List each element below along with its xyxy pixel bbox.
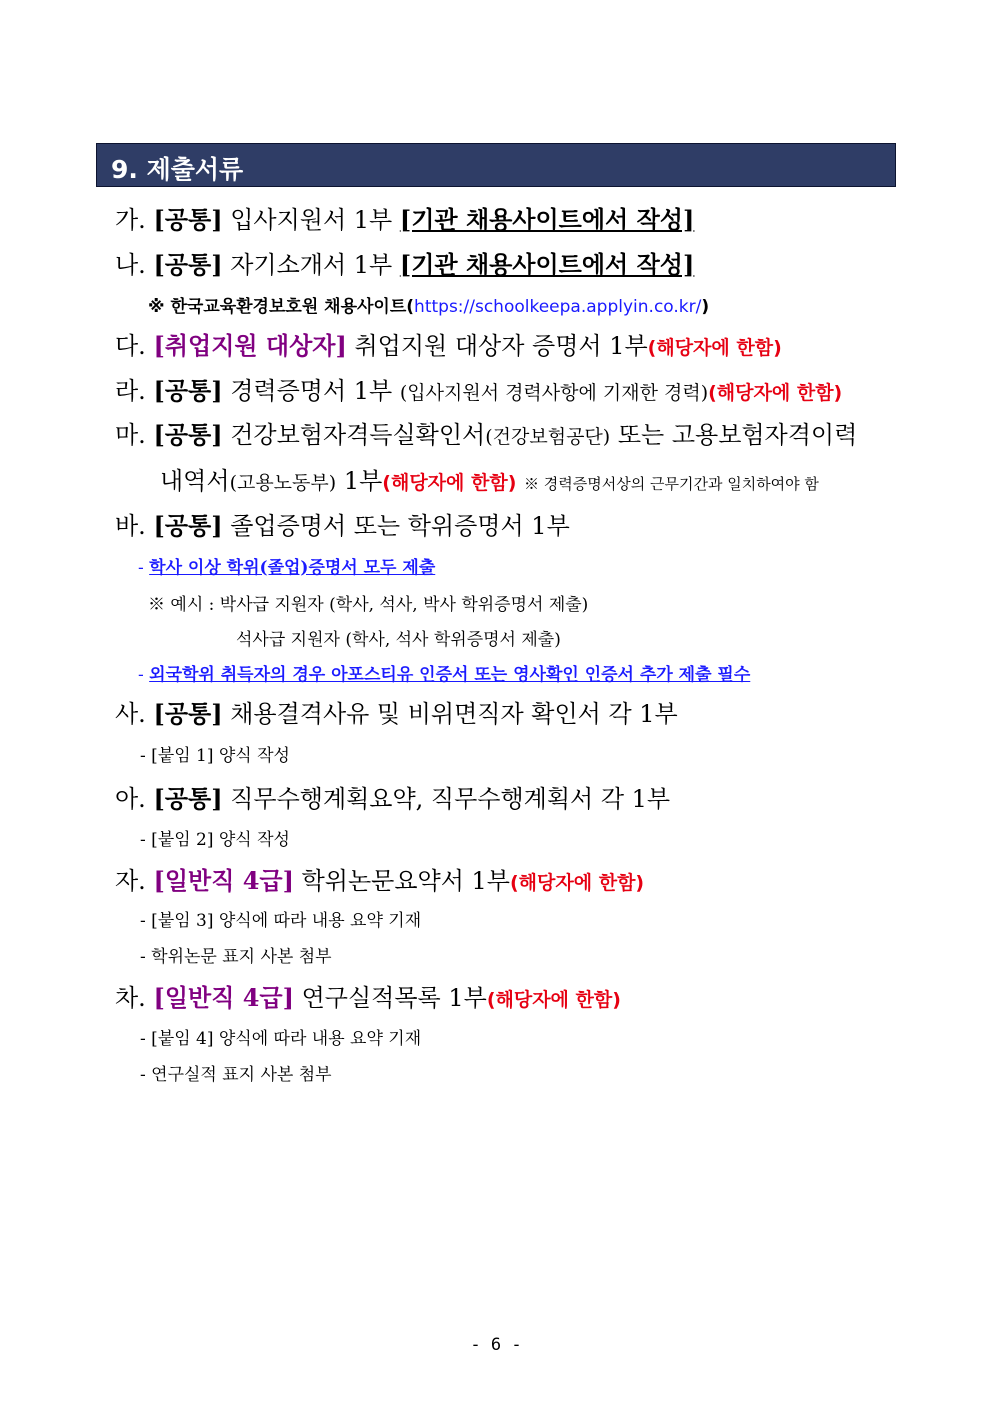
item-tag: [공통]	[153, 511, 223, 540]
sub-text: 외국학위 취득자의 경우 아포스티유 인증서 또는 영사확인 인증서 추가 제출 필수	[149, 665, 751, 685]
item-marker: 사.	[115, 700, 146, 728]
ja-sub2	[140, 942, 332, 967]
item-paren: (입사지원서 경력사항에 기재한 경력)	[399, 382, 709, 404]
item-text: 직무수행계획요약, 직무수행계획서 각 1부	[230, 785, 671, 813]
example-label: ※ 예시 :	[148, 595, 215, 615]
site-note	[148, 292, 709, 317]
item-tag: [공통]	[153, 376, 223, 405]
item-ra	[115, 371, 842, 406]
item-note: (해당자에 한함)	[647, 337, 782, 359]
item-a	[115, 779, 670, 814]
site-link[interactable]: https://schoolkeepa.applyin.co.kr/	[414, 297, 702, 317]
item-sa	[115, 694, 678, 729]
item-marker: 마.	[115, 421, 146, 449]
cha-sub1	[140, 1024, 421, 1049]
item-cha	[115, 978, 621, 1013]
a-sub	[140, 825, 290, 850]
item-marker: 자.	[115, 867, 146, 895]
sub-dash: -	[138, 665, 144, 685]
item-tag: [일반직 4급]	[153, 866, 294, 895]
item-count: 1부	[343, 467, 383, 495]
item-tag: [일반직 4급]	[153, 983, 294, 1012]
item-tag: [취업지원 대상자]	[153, 331, 347, 360]
sub-text: - [붙임 1] 양식 작성	[140, 746, 290, 766]
item-marker: 나.	[115, 251, 146, 279]
ba-example-1	[148, 590, 588, 615]
item-ma	[115, 415, 857, 450]
site-prefix: ※ 한국교육환경보호원 채용사이트(	[148, 297, 415, 317]
item-tag: [공통]	[153, 420, 223, 449]
section-header	[96, 143, 896, 187]
sa-sub	[140, 741, 290, 766]
sub-text: - 연구실적 표지 사본 첨부	[140, 1065, 332, 1085]
item-ma-cont	[160, 461, 819, 496]
item-tag: [공통]	[153, 250, 223, 279]
sub-text: - 학위논문 표지 사본 첨부	[140, 947, 332, 967]
item-tag: [공통]	[153, 784, 223, 813]
item-note: [기관 채용사이트에서 작성]	[399, 205, 695, 234]
item-na	[115, 245, 694, 280]
sub-text: - [붙임 4] 양식에 따라 내용 요약 기재	[140, 1029, 422, 1049]
sub-dash: -	[138, 558, 144, 578]
item-marker: 바.	[115, 512, 146, 540]
item-marker: 가.	[115, 206, 146, 234]
item-marker: 차.	[115, 984, 146, 1012]
item-tag: [공통]	[153, 205, 223, 234]
sub-text: 학사 이상 학위(졸업)증명서 모두 제출	[149, 558, 436, 578]
item-text: 채용결격사유 및 비위면직자 확인서 각 1부	[230, 700, 678, 728]
site-suffix: )	[701, 297, 710, 317]
item-text: 내역서	[160, 467, 230, 495]
cha-sub2	[140, 1060, 332, 1085]
item-text: 입사지원서 1부	[230, 206, 393, 234]
item-text: 자기소개서 1부	[230, 251, 393, 279]
example-text: 박사급 지원자 (학사, 석사, 박사 학위증명서 제출)	[219, 595, 589, 615]
item-marker: 아.	[115, 785, 146, 813]
section-title: 9. 제출서류	[111, 155, 244, 184]
item-text: 건강보험자격득실확인서	[230, 421, 486, 449]
ba-example-2	[236, 625, 561, 650]
item-note: (해당자에 한함)	[382, 472, 517, 494]
item-tag: [공통]	[153, 699, 223, 728]
item-text: 경력증명서 1부	[230, 377, 393, 405]
item-text: 연구실적목록 1부	[301, 984, 487, 1012]
item-note: [기관 채용사이트에서 작성]	[399, 250, 695, 279]
item-ga	[115, 200, 694, 235]
item-remark: ※ 경력증명서상의 근무기간과 일치하여야 함	[524, 475, 819, 493]
item-da	[115, 326, 782, 361]
item-text: 졸업증명서 또는 학위증명서 1부	[230, 512, 570, 540]
item-ja	[115, 861, 644, 896]
item-paren: (건강보험공단)	[485, 426, 611, 448]
page-number: - 6 -	[470, 1335, 522, 1355]
example-text: 석사급 지원자 (학사, 석사 학위증명서 제출)	[236, 630, 561, 650]
item-note: (해당자에 한함)	[486, 989, 621, 1011]
ja-sub1	[140, 906, 421, 931]
item-note: (해당자에 한함)	[708, 382, 843, 404]
item-marker: 라.	[115, 377, 146, 405]
item-text: 학위논문요약서 1부	[301, 867, 510, 895]
item-marker: 다.	[115, 332, 146, 360]
item-text: 취업지원 대상자 증명서 1부	[354, 332, 648, 360]
item-paren: (고용노동부)	[229, 472, 337, 494]
sub-text: - [붙임 3] 양식에 따라 내용 요약 기재	[140, 911, 422, 931]
ba-sub2	[138, 660, 750, 685]
sub-text: - [붙임 2] 양식 작성	[140, 830, 290, 850]
ba-sub1	[138, 553, 435, 578]
item-ba	[115, 506, 570, 541]
item-note: (해당자에 한함)	[510, 872, 645, 894]
item-text2: 또는 고용보험자격이력	[617, 421, 858, 449]
